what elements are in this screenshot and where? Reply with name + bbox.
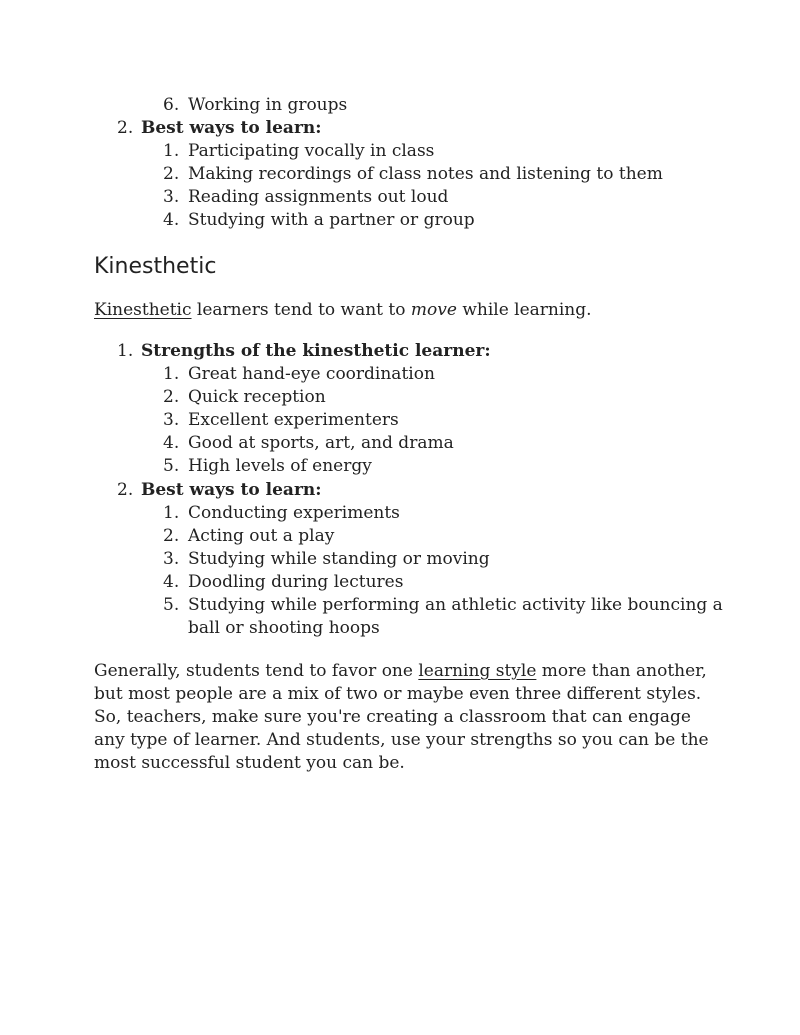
list-item: 1. Great hand-eye coordination [163,364,435,384]
closing-paragraph: Generally, students tend to favor one learning style more than another, but most people are a mix of two or maybe even three different styles. So, teachers, make sure you're creating a classroom that can engage any type of learner. And students, use your strengths so you can be the most successful student you can be. [94,661,709,773]
learning-style-link[interactable]: learning style [418,661,537,681]
list-item: 1. Participating vocally in class [163,141,435,161]
list-item: 6. Working in groups [163,95,348,115]
list-item-best-ways-heading: 2. Best ways to learn: [117,118,322,138]
kinesthetic-link[interactable]: Kinesthetic [94,300,192,320]
list-item: 3. Excellent experimenters [163,410,399,430]
list-item: 5. High levels of energy [163,456,372,476]
section-heading-kinesthetic: Kinesthetic [94,254,217,279]
intro-paragraph: Kinesthetic learners tend to want to move while learning. [94,300,592,320]
list-item: 1. Conducting experiments [163,503,400,523]
list-item: 4. Studying with a partner or group [163,210,475,230]
list-item: 4. Doodling during lectures [163,572,404,592]
list-item: 2. Quick reception [163,387,326,407]
list-item-best-ways-heading: 2. Best ways to learn: [117,480,322,500]
list-item: 4. Good at sports, art, and drama [163,433,454,453]
list-item: 5. Studying while performing an athletic activity like bouncing a [163,595,723,615]
list-item: 3. Studying while standing or moving [163,549,490,569]
list-item-continuation: ball or shooting hoops [188,618,380,638]
list-item: 2. Acting out a play [163,526,335,546]
list-item-strengths-heading: 1. Strengths of the kinesthetic learner: [117,341,491,361]
list-item: 3. Reading assignments out loud [163,187,449,207]
list-item: 2. Making recordings of class notes and listening to them [163,164,663,184]
